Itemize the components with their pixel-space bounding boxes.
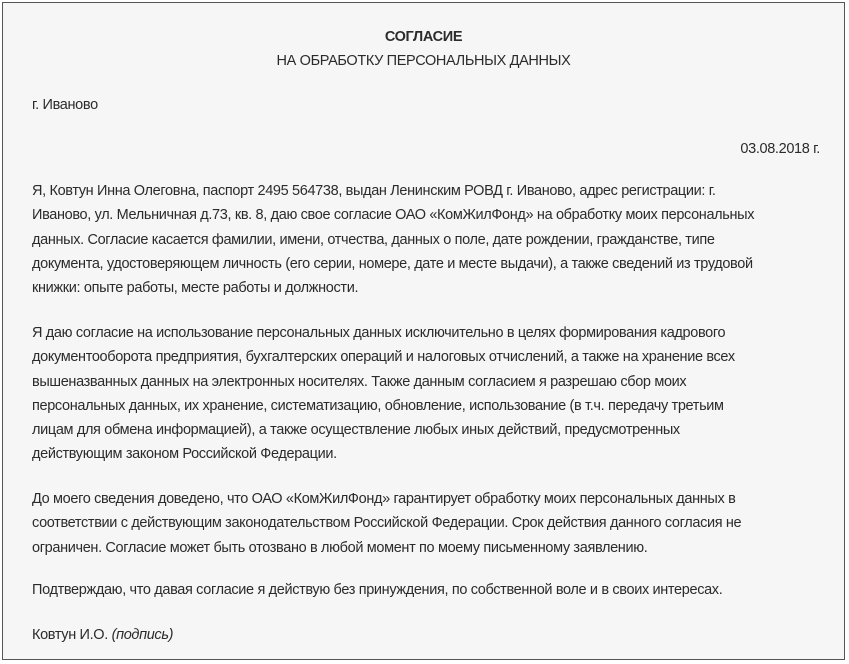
text-line: Подтверждаю, что давая согласие я действую без принуждения, по собственной воле и в своих интересах. — [32, 582, 723, 598]
text-line: действующим законом Российской Федерации. — [32, 446, 337, 463]
paragraph-guarantee — [32, 487, 741, 560]
text-line: Иваново, ул. Мельничная д.73, кв. 8, даю свое согласие ОАО «КомЖилФонд» на обработку моих персональных — [32, 207, 755, 224]
document-subtitle: НА ОБРАБОТКУ ПЕРСОНАЛЬНЫХ ДАННЫХ — [276, 53, 571, 69]
text-line: соответствии с действующим законодательством Российской Федерации. Срок действия данного согласия не — [32, 515, 742, 532]
text-line: документооборота предприятия, бухгалтерских операций и налоговых отчислений, а также на хранение всех — [32, 349, 735, 366]
paragraph-personal-info — [32, 179, 754, 300]
document-date: 03.08.2018 г. — [740, 141, 820, 157]
text-line: данных. Согласие касается фамилии, имени, отчества, данных о поле, дате рождении, гражданстве, типе — [32, 231, 715, 248]
signature-note: (подпись) — [111, 627, 174, 643]
text-line: лицам для обмена информацией), а также осуществление любых иных действий, предусмотренных — [32, 422, 680, 439]
signature-line — [32, 623, 173, 647]
text-line: книжки: опыте работы, месте работы и должности. — [32, 280, 359, 297]
text-line: персональных данных, их хранение, систематизацию, обновление, использование (в т.ч. передачу третьим — [32, 397, 724, 414]
document-city: г. Иваново — [32, 97, 98, 113]
text-line: ограничен. Согласие может быть отозвано в любой момент по моему письменному заявлению. — [32, 539, 648, 556]
text-line: вышеназванных данных на электронных носителях. Также данным согласием я разрешаю сбор моих — [32, 373, 687, 390]
text-line: Я даю согласие на использование персональных данных исключительно в целях формирования кадрового — [32, 325, 726, 341]
text-line: Я, Ковтун Инна Олеговна, паспорт 2495 564738, выдан Ленинским РОВД г. Иваново, адрес регистрации: г. — [32, 183, 716, 199]
paragraph-purpose — [32, 321, 735, 467]
consent-document — [2, 2, 845, 660]
paragraph-confirmation — [32, 578, 722, 602]
text-line: До моего сведения доведено, что ОАО «КомЖилФонд» гарантирует обработку моих персональных данных в — [32, 491, 736, 507]
text-line: документа, удостоверяющем личность (его серии, номере, дате и месте выдачи), а также сведений из трудовой — [32, 255, 753, 272]
document-title: СОГЛАСИЕ — [384, 29, 463, 45]
signature-name: Ковтун И.О. — [32, 627, 108, 643]
